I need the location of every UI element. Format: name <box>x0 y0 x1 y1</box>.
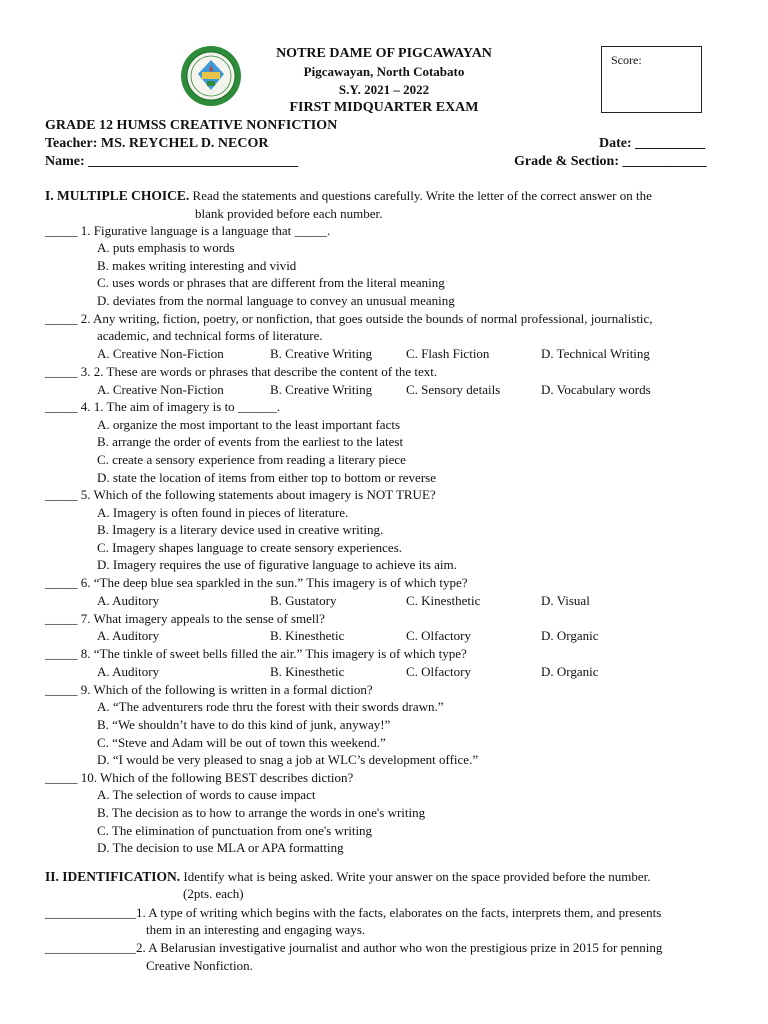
q1-option-c: C. uses words or phrases that are different from the literal meaning <box>97 275 445 290</box>
q6-option-a: A. Auditory <box>97 593 160 608</box>
part1-instruction-line2: blank provided before each number. <box>195 206 383 221</box>
part1-heading <box>45 188 652 204</box>
score-label: Score: <box>611 53 642 67</box>
q8-option-d: D. Organic <box>541 664 599 679</box>
question-3: _____ 3. 2. These are words or phrases that describe the content of the text. <box>45 364 438 379</box>
school-year: S.Y. 2021 – 2022 <box>338 82 430 97</box>
q8-option-b: B. Kinesthetic <box>270 664 345 679</box>
q9-option-b: B. “We shouldn’t have to do this kind of junk, anyway!” <box>97 717 391 732</box>
q7-option-a: A. Auditory <box>97 628 160 643</box>
question-8: _____ 8. “The tinkle of sweet bells filled the air.” This imagery is of which type? <box>45 646 467 661</box>
question-7: _____ 7. What imagery appeals to the sense of smell? <box>45 611 325 626</box>
part1-instruction: Read the statements and questions carefully. Write the letter of the correct answer on the <box>192 188 652 203</box>
identification-item-1-line2: them in an interesting and engaging ways. <box>146 922 366 937</box>
q4-option-d: D. state the location of items from either top to bottom or reverse <box>97 470 436 485</box>
q2-option-c: C. Flash Fiction <box>406 346 490 361</box>
identification-item-2: ______________2. A Belarusian investigative journalist and author who won the prestigious prize in 2015 for penning <box>45 940 663 955</box>
part2-title: II. IDENTIFICATION. <box>45 869 181 884</box>
q8-option-a: A. Auditory <box>97 664 160 679</box>
q4-option-b: B. arrange the order of events from the earliest to the latest <box>97 434 404 449</box>
question-4: _____ 4. 1. The aim of imagery is to ______. <box>45 399 281 414</box>
teacher-line: Teacher: MS. REYCHEL D. NECOR <box>45 136 269 151</box>
question-9: _____ 9. Which of the following is written in a formal diction? <box>45 682 373 697</box>
grade-section-field[interactable]: Grade & Section: ____________ <box>514 154 707 169</box>
q4-option-a: A. organize the most important to the least important facts <box>97 417 401 432</box>
q3-option-a: A. Creative Non-Fiction <box>97 382 224 397</box>
q3-option-d: D. Vocabulary words <box>541 382 651 397</box>
q5-option-a: A. Imagery is often found in pieces of literature. <box>97 505 349 520</box>
part2-instruction-line2: (2pts. each) <box>183 886 244 901</box>
q3-option-c: C. Sensory details <box>406 382 501 397</box>
q6-option-b: B. Gustatory <box>270 593 337 608</box>
q5-option-b: B. Imagery is a literary device used in creative writing. <box>97 522 384 537</box>
q8-option-c: C. Olfactory <box>406 664 471 679</box>
question-2: _____ 2. Any writing, fiction, poetry, or nonfiction, that goes outside the bounds of normal professional, journalistic, <box>45 311 653 326</box>
q10-option-c: C. The elimination of punctuation from one's writing <box>97 823 373 838</box>
question-5: _____ 5. Which of the following statements about imagery is NOT TRUE? <box>45 487 436 502</box>
q9-option-c: C. “Steve and Adam will be out of town this weekend.” <box>97 735 386 750</box>
q1-option-b: B. makes writing interesting and vivid <box>97 258 297 273</box>
identification-item-1: ______________1. A type of writing which begins with the facts, elaborates on the facts, interprets them, and presents <box>45 905 662 920</box>
q10-option-d: D. The decision to use MLA or APA formatting <box>97 840 344 855</box>
question-10: _____ 10. Which of the following BEST describes diction? <box>45 770 354 785</box>
q2-option-b: B. Creative Writing <box>270 346 373 361</box>
score-box[interactable] <box>601 46 702 113</box>
part2-heading <box>45 869 651 885</box>
question-1: _____ 1. Figurative language is a language that _____. <box>45 223 331 238</box>
subject-line: GRADE 12 HUMSS CREATIVE NONFICTION <box>45 118 338 133</box>
q2-option-d: D. Technical Writing <box>541 346 650 361</box>
name-field[interactable]: Name: ______________________________ <box>45 154 299 169</box>
q10-option-a: A. The selection of words to cause impact <box>97 787 316 802</box>
q5-option-d: D. Imagery requires the use of figurative language to achieve its aim. <box>97 557 457 572</box>
exam-title: FIRST MIDQUARTER EXAM <box>289 100 479 115</box>
q1-option-a: A. puts emphasis to words <box>97 240 235 255</box>
q7-option-c: C. Olfactory <box>406 628 471 643</box>
part2-instruction: Identify what is being asked. Write your answer on the space provided before the number. <box>183 869 651 884</box>
question-6: _____ 6. “The deep blue sea sparkled in the sun.” This imagery is of which type? <box>45 575 468 590</box>
q4-option-c: C. create a sensory experience from reading a literary piece <box>97 452 406 467</box>
q9-option-a: A. “The adventurers rode thru the forest with their swords drawn.” <box>97 699 444 714</box>
part1-title: I. MULTIPLE CHOICE. <box>45 188 190 203</box>
q2-option-a: A. Creative Non-Fiction <box>97 346 224 361</box>
q10-option-b: B. The decision as to how to arrange the words in one's writing <box>97 805 426 820</box>
q6-option-d: D. Visual <box>541 593 590 608</box>
identification-item-2-line2: Creative Nonfiction. <box>146 958 253 973</box>
q1-option-d: D. deviates from the normal language to convey an unusual meaning <box>97 293 455 308</box>
q6-option-c: C. Kinesthetic <box>406 593 481 608</box>
q5-option-c: C. Imagery shapes language to create sensory experiences. <box>97 540 403 555</box>
date-field[interactable]: Date: __________ <box>599 136 706 151</box>
q3-option-b: B. Creative Writing <box>270 382 373 397</box>
school-location: Pigcawayan, North Cotabato <box>303 64 465 79</box>
question-2-line2: academic, and technical forms of literature. <box>97 328 323 343</box>
q9-option-d: D. “I would be very pleased to snag a job at WLC’s development office.” <box>97 752 479 767</box>
school-name: NOTRE DAME OF PIGCAWAYAN <box>276 46 492 61</box>
q7-option-b: B. Kinesthetic <box>270 628 345 643</box>
q7-option-d: D. Organic <box>541 628 599 643</box>
